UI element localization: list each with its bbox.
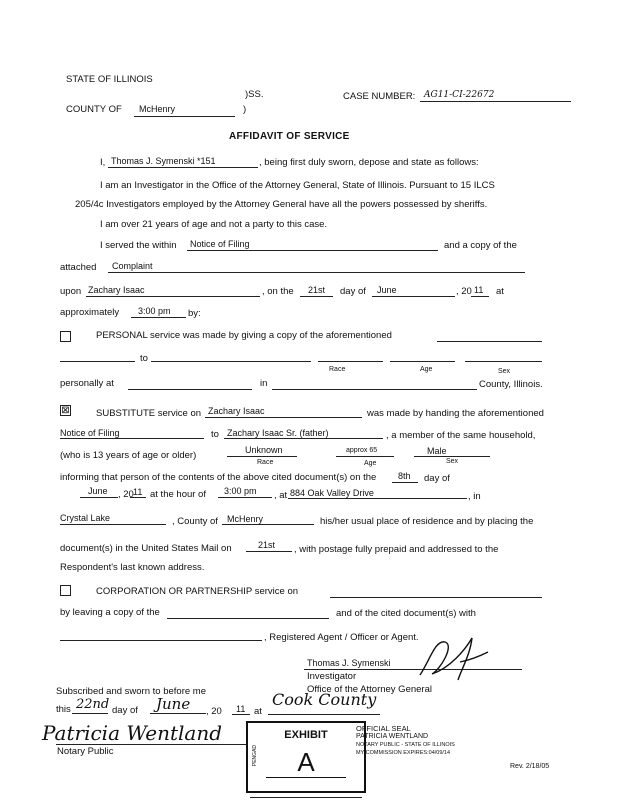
recipient-sex: Male: [427, 446, 447, 456]
informing-day: 8th: [398, 471, 411, 481]
informing-year-prefix: , 20: [118, 489, 134, 500]
respondent-address-text: Respondent's last known address.: [60, 562, 205, 573]
exhibit-letter: A: [297, 747, 315, 777]
county-paren: ): [243, 104, 247, 115]
hour-label: at the hour of: [150, 489, 206, 500]
recipient-age: approx 65: [346, 447, 378, 454]
residence-text: his/her usual place of residence and by placing the: [320, 516, 534, 527]
ss-label: )SS.: [245, 89, 264, 100]
household-text: , a member of the same household,: [386, 430, 536, 441]
informing-time: 3:00 pm: [224, 486, 257, 496]
substitute-race-caption: Race: [257, 459, 274, 466]
approximately-label: approximately: [60, 307, 120, 318]
seal-line-3: NOTARY PUBLIC - STATE OF ILLINOIS: [356, 742, 455, 748]
informing-text: informing that person of the contents of the above cited document(s) on the: [60, 472, 377, 483]
substitute-to-label: to: [211, 429, 219, 440]
personal-service-checkbox[interactable]: [60, 331, 71, 342]
substitute-sex-caption: Sex: [446, 458, 459, 465]
informing-day-of: day of: [424, 473, 450, 484]
county-label: COUNTY OF: [66, 104, 122, 115]
corporation-service-checkbox[interactable]: [60, 585, 71, 596]
personal-to-label: to: [140, 353, 148, 364]
year-prefix: , 20: [456, 286, 472, 297]
exhibit-vendor: PENGAD: [252, 745, 258, 767]
seal-line-1: OFFICIAL SEAL: [356, 724, 411, 733]
substitute-service-checkbox[interactable]: ⊠: [61, 405, 70, 416]
attached-document: Complaint: [112, 261, 153, 271]
service-day: 21st: [308, 285, 326, 295]
investigator-line-2: 205/4c Investigators employed by the Attorney General have all the powers possessed by sheriffs.: [75, 199, 488, 210]
upon-name: Zachary Isaac: [88, 285, 145, 295]
age-statement: I am over 21 years of age and not a party to this case.: [100, 219, 328, 230]
served-document: Notice of Filing: [190, 239, 250, 249]
substitute-name: Zachary Isaac: [208, 406, 265, 416]
served-label: I served the within: [100, 240, 177, 251]
handing-text: was made by handing the aforementioned: [367, 408, 544, 419]
exhibit-sticker: [246, 721, 366, 793]
service-time: 3:00 pm: [138, 306, 171, 316]
personal-age-caption: Age: [420, 366, 433, 373]
personal-service-text: PERSONAL service was made by giving a copy of the aforementioned: [96, 330, 392, 341]
notary-month: June: [156, 695, 191, 713]
personal-in-label: in: [260, 378, 268, 389]
substitute-service-label: SUBSTITUTE service on: [96, 408, 202, 419]
upon-label: upon: [60, 286, 82, 297]
notary-this-label: this: [56, 704, 71, 715]
county-illinois-label: County, Illinois.: [479, 379, 543, 390]
personal-sex-caption: Sex: [498, 368, 511, 375]
notary-year-prefix: , 20: [206, 706, 222, 717]
personal-race-caption: Race: [329, 366, 346, 373]
age-note: (who is 13 years of age or older): [60, 450, 197, 461]
corporation-service-label: CORPORATION OR PARTNERSHIP service on: [96, 586, 299, 597]
notary-year: 11: [236, 704, 246, 714]
revision-date: Rev. 2/18/05: [510, 763, 550, 770]
investigator-office: Office of the Attorney General: [307, 684, 432, 695]
service-month: June: [377, 285, 397, 295]
subscribed-text: Subscribed and sworn to before me: [56, 686, 206, 697]
case-number-label: CASE NUMBER:: [343, 91, 416, 102]
address-at-label: , at: [274, 490, 288, 501]
investigator-signature-icon: [410, 630, 490, 685]
seal-line-2: PATRICIA WENTLAND: [356, 733, 429, 740]
notary-place: Cook County: [272, 690, 377, 709]
mail-label: document(s) in the United States Mail on: [60, 543, 232, 554]
substitute-age-caption: Age: [364, 460, 377, 467]
attached-label: attached: [60, 262, 97, 273]
day-of-label: day of: [340, 286, 366, 297]
notary-seal: [356, 725, 464, 769]
notary-day: 22nd: [76, 697, 110, 712]
at-label: at: [496, 286, 504, 297]
copy-label: and a copy of the: [444, 240, 517, 251]
service-year: 11: [474, 285, 484, 295]
notary-signature: Patricia Wentland: [42, 721, 223, 745]
registered-agent-label: , Registered Agent / Officer or Agent.: [264, 632, 419, 643]
investigator-name: Thomas J. Symenski: [307, 658, 391, 668]
affiant-name: Thomas J. Symenski *151: [111, 156, 216, 166]
document-title: AFFIDAVIT OF SERVICE: [229, 131, 350, 142]
recipient-race: Unknown: [245, 445, 283, 455]
investigator-line-1: I am an Investigator in the Office of the Attorney General, State of Illinois. Pursuant to 15 ILCS: [100, 180, 495, 191]
exhibit-label: EXHIBIT: [284, 729, 328, 741]
service-county: McHenry: [227, 514, 264, 524]
personally-at-label: personally at: [60, 378, 114, 389]
substitute-document: Notice of Filing: [60, 428, 120, 438]
sworn-text: , being first duly sworn, depose and state as follows:: [259, 157, 479, 168]
substitute-recipient: Zachary Isaac Sr. (father): [227, 428, 329, 438]
seal-line-4: MY COMMISSION EXPIRES:04/09/14: [356, 750, 451, 756]
case-number-value: AG11-CI-22672: [424, 90, 495, 100]
county-of-label: , County of: [172, 516, 218, 527]
i-label: I,: [100, 157, 106, 168]
service-city: Crystal Lake: [60, 513, 111, 523]
leaving-copy-label: by leaving a copy of the: [60, 607, 160, 618]
state-label: STATE OF ILLINOIS: [66, 74, 153, 85]
address-in-label: , in: [468, 491, 481, 502]
postage-text: , with postage fully prepaid and addressed to the: [294, 544, 499, 555]
service-address: 884 Oak Valley Drive: [290, 488, 374, 498]
county-value: McHenry: [139, 104, 176, 114]
informing-year: 11: [133, 487, 143, 497]
notary-at-label: at: [254, 706, 262, 717]
notary-public-label: Notary Public: [57, 746, 114, 757]
informing-month: June: [88, 486, 108, 496]
cited-documents-label: and of the cited document(s) with: [336, 608, 476, 619]
mail-day: 21st: [258, 540, 276, 550]
on-the-label: , on the: [262, 286, 294, 297]
notary-day-of-label: day of: [112, 705, 138, 716]
investigator-role: Investigator: [307, 671, 357, 682]
by-label: by:: [188, 308, 201, 319]
